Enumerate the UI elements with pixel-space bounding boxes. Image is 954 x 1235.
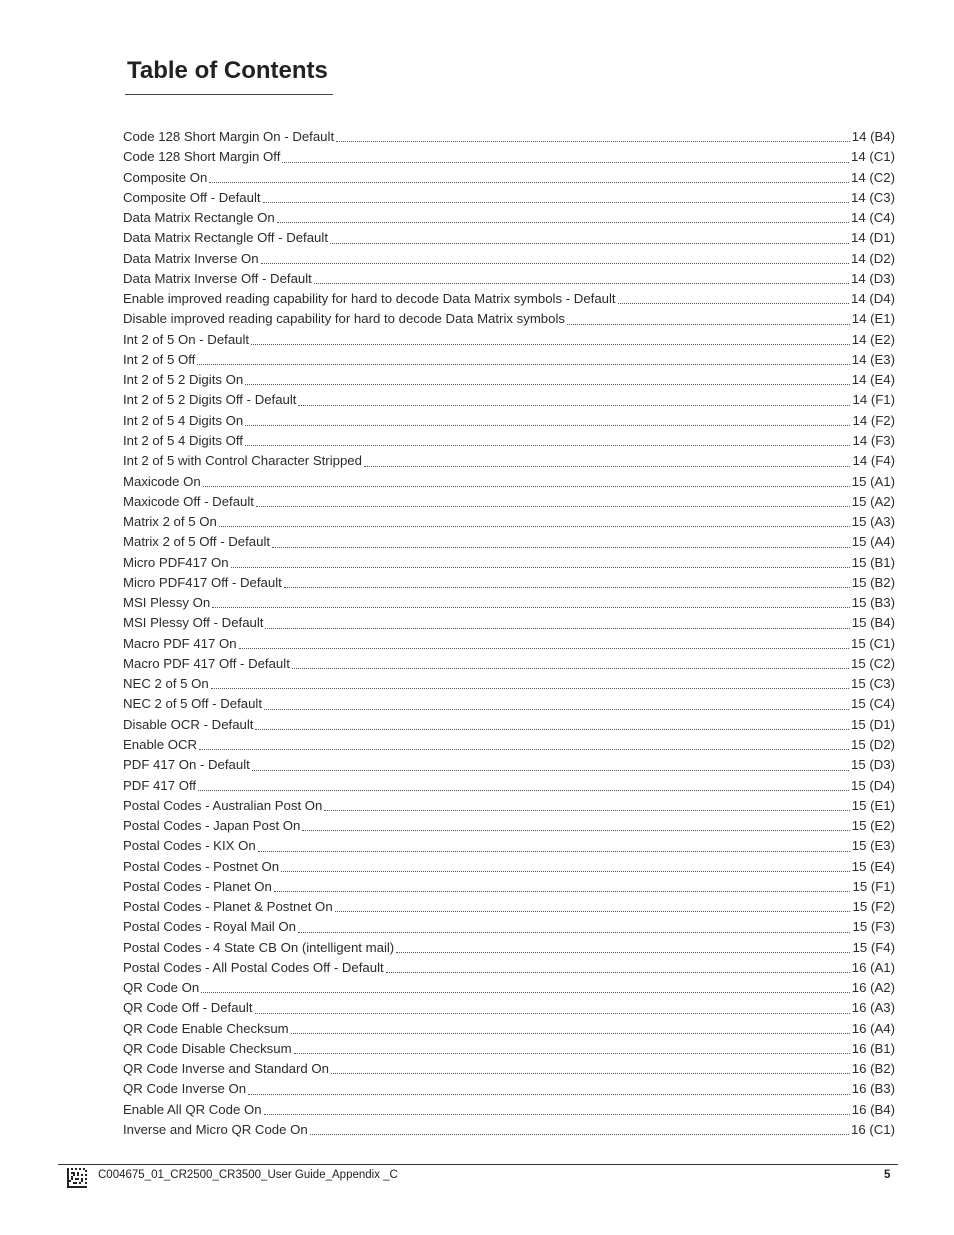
toc-dot-leader (364, 465, 851, 467)
toc-entry[interactable] (123, 836, 895, 856)
toc-entry-label: Postal Codes - Royal Mail On (123, 919, 296, 935)
toc-entry[interactable] (123, 1100, 895, 1120)
toc-entry[interactable] (123, 1019, 895, 1039)
toc-entry-label: MSI Plessy Off - Default (123, 615, 264, 631)
toc-entry-label: Matrix 2 of 5 Off - Default (123, 534, 271, 550)
toc-entry-label: Postal Codes - Japan Post On (123, 818, 301, 834)
toc-dot-leader (272, 546, 850, 548)
toc-entry[interactable] (123, 208, 895, 228)
toc-entry-label: PDF 417 On - Default (123, 757, 250, 773)
toc-entry[interactable] (123, 492, 895, 512)
toc-dot-leader (284, 586, 850, 588)
toc-entry[interactable] (123, 674, 895, 694)
toc-dot-leader (251, 343, 850, 345)
toc-entry[interactable] (123, 755, 895, 775)
toc-entry-label: Code 128 Short Margin Off (123, 149, 281, 165)
toc-dot-leader (252, 769, 849, 771)
toc-entry-page: 15 (C2) (851, 655, 895, 671)
toc-entry[interactable] (123, 958, 895, 978)
toc-entry-label: Code 128 Short Margin On - Default (123, 129, 335, 144)
toc-entry[interactable] (123, 877, 895, 897)
toc-dot-leader (209, 181, 849, 183)
toc-dot-leader (197, 363, 849, 365)
toc-dot-leader (274, 890, 851, 892)
toc-dot-leader (264, 708, 849, 710)
toc-entry-page: 15 (C3) (851, 676, 895, 692)
toc-entry-page: 14 (F4) (852, 453, 895, 469)
toc-dot-leader (298, 931, 851, 933)
toc-entry-label: Postal Codes - 4 State CB On (intelligent mail) (123, 939, 395, 955)
toc-entry-label: Data Matrix Inverse Off - Default (123, 270, 312, 286)
toc-entry[interactable] (123, 1059, 895, 1079)
toc-dot-leader (396, 951, 850, 953)
toc-entry-page: 14 (F2) (852, 412, 895, 428)
toc-entry-page: 14 (C4) (851, 210, 895, 226)
toc-entry[interactable] (123, 127, 895, 147)
toc-entry-page: 15 (B3) (851, 595, 895, 611)
toc-entry-page: 14 (E2) (851, 331, 895, 347)
toc-entry-page: 15 (D2) (851, 736, 895, 752)
toc-entry-label: Micro PDF417 On (123, 554, 229, 570)
toc-entry-label: Postal Codes - Planet On (123, 878, 272, 894)
toc-dot-leader (282, 161, 849, 163)
toc-dot-leader (310, 1133, 849, 1135)
toc-entry-page: 16 (A1) (851, 959, 895, 975)
toc-entry-page: 16 (B4) (851, 1101, 895, 1117)
toc-entry[interactable] (123, 370, 895, 390)
toc-entry[interactable] (123, 593, 895, 613)
toc-entry-label: QR Code On (123, 980, 200, 996)
toc-entry-page: 14 (E4) (851, 372, 895, 388)
toc-entry-label: Postal Codes - KIX On (123, 838, 256, 854)
toc-entry-label: Composite On (123, 169, 208, 185)
toc-entry[interactable] (123, 553, 895, 573)
toc-entry[interactable] (123, 512, 895, 532)
toc-entry-label: Enable All QR Code On (123, 1101, 262, 1117)
toc-dot-leader (212, 606, 850, 608)
toc-entry-label: Macro PDF 417 On (123, 635, 237, 651)
toc-entry[interactable] (123, 249, 895, 269)
datamatrix-barcode-icon (67, 1168, 87, 1188)
toc-entry[interactable] (123, 634, 895, 654)
toc-entry[interactable] (123, 978, 895, 998)
toc-entry-page: 15 (A3) (851, 514, 895, 530)
toc-entry-label: Inverse and Micro QR Code On (123, 1122, 308, 1138)
toc-dot-leader (302, 829, 849, 831)
toc-entry-label: QR Code Inverse and Standard On (123, 1061, 329, 1077)
toc-entry-page: 16 (C1) (851, 1122, 895, 1138)
toc-entry[interactable] (123, 613, 895, 633)
toc-entry-page: 14 (C2) (851, 169, 895, 185)
toc-entry[interactable] (123, 917, 895, 937)
toc-entry-label: NEC 2 of 5 On (123, 676, 209, 692)
page-title: Table of Contents (127, 57, 328, 84)
toc-dot-leader (201, 991, 850, 993)
toc-entry[interactable] (123, 147, 895, 167)
toc-entry-page: 16 (A4) (851, 1020, 895, 1036)
toc-entry-label: Composite Off - Default (123, 189, 261, 205)
toc-entry-page: 14 (D1) (851, 230, 895, 246)
toc-entry-page: 15 (E2) (851, 818, 895, 834)
toc-entry-label: Enable OCR (123, 736, 198, 752)
toc-entry-label: Int 2 of 5 Off (123, 351, 196, 367)
toc-entry[interactable] (123, 573, 895, 593)
toc-entry-page: 15 (D1) (851, 716, 895, 732)
toc-entry-label: Int 2 of 5 2 Digits Off - Default (123, 392, 297, 408)
toc-entry-page: 14 (E3) (851, 351, 895, 367)
toc-entry[interactable] (123, 998, 895, 1018)
toc-entry-page: 15 (E1) (851, 797, 895, 813)
toc-dot-leader (292, 667, 849, 669)
toc-entry-label: Maxicode Off - Default (123, 493, 254, 509)
toc-entry[interactable] (123, 411, 895, 431)
toc-entry[interactable] (123, 735, 895, 755)
toc-entry[interactable] (123, 289, 895, 309)
toc-entry-label: QR Code Disable Checksum (123, 1040, 292, 1056)
toc-dot-leader (211, 687, 849, 689)
page-number: 5 (884, 1169, 891, 1181)
toc-entry-page: 16 (B3) (851, 1081, 895, 1097)
toc-entry[interactable] (123, 390, 895, 410)
toc-entry-label: PDF 417 Off (123, 777, 197, 793)
toc-entry-page: 14 (C3) (851, 189, 895, 205)
toc-entry[interactable] (123, 776, 895, 796)
toc-entry[interactable] (123, 451, 895, 471)
toc-dot-leader (199, 748, 849, 750)
toc-dot-leader (281, 870, 850, 872)
toc-entry[interactable] (123, 654, 895, 674)
toc-entry-label: Maxicode On (123, 473, 201, 489)
toc-dot-leader (258, 850, 850, 852)
toc-entry-page: 16 (B1) (851, 1040, 895, 1056)
toc-entry-page: 15 (F1) (852, 878, 895, 894)
toc-entry-page: 14 (F1) (852, 392, 895, 408)
toc-dot-leader (239, 647, 849, 649)
toc-entry-page: 16 (B2) (851, 1061, 895, 1077)
toc-entry-page: 14 (D4) (851, 291, 895, 307)
toc-entry-page: 14 (F3) (852, 432, 895, 448)
toc-entry[interactable] (123, 897, 895, 917)
toc-entry-page: 14 (C1) (851, 149, 895, 165)
toc-entry-page: 16 (A3) (851, 1000, 895, 1016)
toc-entry-page: 15 (E4) (851, 858, 895, 874)
toc-dot-leader (198, 789, 849, 791)
toc-entry-label: Data Matrix Inverse On (123, 250, 259, 266)
toc-entry-page: 15 (F3) (852, 919, 895, 935)
toc-dot-leader (277, 221, 849, 223)
footer-divider (58, 1164, 898, 1165)
title-underline (125, 94, 333, 95)
toc-dot-leader (231, 566, 850, 568)
toc-entry-label: Int 2 of 5 4 Digits On (123, 412, 244, 428)
toc-entry[interactable] (123, 309, 895, 329)
toc-entry[interactable] (123, 228, 895, 248)
toc-entry-page: 15 (A4) (851, 534, 895, 550)
toc-entry-page: 15 (F2) (852, 899, 895, 915)
toc-dot-leader (336, 140, 850, 142)
toc-entry-label: Int 2 of 5 On - Default (123, 331, 250, 347)
toc-entry[interactable] (123, 472, 895, 492)
toc-dot-leader (314, 282, 849, 284)
toc-entry-page: 15 (E3) (851, 838, 895, 854)
toc-dot-leader (245, 444, 851, 446)
toc-entry-page: 14 (D2) (851, 250, 895, 266)
toc-dot-leader (294, 1052, 850, 1054)
toc-dot-leader (324, 809, 849, 811)
toc-entry[interactable] (123, 715, 895, 735)
toc-entry-label: Int 2 of 5 with Control Character Stripped (123, 453, 362, 469)
toc-dot-leader (618, 302, 849, 304)
toc-entry-page: 14 (E1) (851, 311, 895, 327)
toc-entry-label: Micro PDF417 Off - Default (123, 574, 282, 590)
toc-entry-label: Disable improved reading capability for hard to decode Data Matrix symbols (123, 311, 565, 327)
toc-entry[interactable] (123, 1079, 895, 1099)
toc-entry[interactable] (123, 330, 895, 350)
toc-entry-label: Matrix 2 of 5 On (123, 514, 217, 530)
toc-dot-leader (219, 525, 850, 527)
toc-entry[interactable] (123, 1120, 895, 1140)
toc-entry-label: Int 2 of 5 2 Digits On (123, 372, 244, 388)
toc-entry-label: Int 2 of 5 4 Digits Off (123, 432, 243, 448)
toc-entry-page: 15 (B4) (851, 615, 895, 631)
toc-entry-label: Macro PDF 417 Off - Default (123, 655, 290, 671)
toc-entry[interactable] (123, 857, 895, 877)
toc-dot-leader (245, 383, 850, 385)
toc-entry-page: 15 (A1) (851, 473, 895, 489)
toc-entry[interactable] (123, 532, 895, 552)
toc-entry-label: Postal Codes - All Postal Codes Off - Default (123, 959, 384, 975)
toc-entry[interactable] (123, 350, 895, 370)
toc-entry-page: 14 (B4) (851, 129, 895, 144)
toc-entry-label: Disable OCR - Default (123, 716, 254, 732)
toc-dot-leader (203, 485, 850, 487)
toc-entry[interactable] (123, 1039, 895, 1059)
toc-dot-leader (291, 1032, 850, 1034)
toc-entry[interactable] (123, 694, 895, 714)
toc-entry-label: Postal Codes - Postnet On (123, 858, 280, 874)
toc-entry-page: 15 (F4) (852, 939, 895, 955)
toc-entry[interactable] (123, 269, 895, 289)
toc-entry-label: Postal Codes - Planet & Postnet On (123, 899, 333, 915)
toc-entry-page: 15 (B1) (851, 554, 895, 570)
toc-entry-page: 16 (A2) (851, 980, 895, 996)
toc-dot-leader (261, 262, 849, 264)
toc-dot-leader (255, 728, 849, 730)
toc-entry[interactable] (123, 938, 895, 958)
toc-entry-page: 14 (D3) (851, 270, 895, 286)
toc-entry[interactable] (123, 816, 895, 836)
toc-dot-leader (331, 1072, 850, 1074)
toc-dot-leader (298, 404, 850, 406)
toc-entry[interactable] (123, 188, 895, 208)
toc-entry-label: Data Matrix Rectangle Off - Default (123, 230, 328, 246)
toc-entry-label: QR Code Enable Checksum (123, 1020, 289, 1036)
toc-dot-leader (567, 323, 850, 325)
toc-entry-label: MSI Plessy On (123, 595, 211, 611)
toc-dot-leader (386, 971, 850, 973)
toc-dot-leader (245, 424, 850, 426)
toc-dot-leader (264, 1113, 850, 1115)
toc-entry[interactable] (123, 796, 895, 816)
footer-document-id: C004675_01_CR2500_CR3500_User Guide_Appendix _C (98, 1169, 398, 1181)
toc-entry-label: Data Matrix Rectangle On (123, 210, 275, 226)
toc-entry-page: 15 (A2) (851, 493, 895, 509)
toc-entry-page: 15 (D3) (851, 757, 895, 773)
toc-entry-label: QR Code Off - Default (123, 1000, 253, 1016)
toc-entry-page: 15 (D4) (851, 777, 895, 793)
toc-dot-leader (330, 242, 849, 244)
toc-entry-page: 15 (C4) (851, 696, 895, 712)
toc-dot-leader (265, 627, 849, 629)
toc-dot-leader (263, 201, 849, 203)
toc-entry-label: Enable improved reading capability for hard to decode Data Matrix symbols - Default (123, 291, 616, 307)
toc-dot-leader (255, 1012, 850, 1014)
toc-entry[interactable] (123, 431, 895, 451)
toc-dot-leader (256, 505, 850, 507)
toc-entry-page: 15 (C1) (851, 635, 895, 651)
toc-entry-label: Postal Codes - Australian Post On (123, 797, 323, 813)
toc-dot-leader (248, 1093, 850, 1095)
toc-list (123, 127, 895, 1140)
toc-entry-page: 15 (B2) (851, 574, 895, 590)
toc-entry[interactable] (123, 168, 895, 188)
toc-dot-leader (335, 910, 851, 912)
toc-entry-label: NEC 2 of 5 Off - Default (123, 696, 263, 712)
toc-entry-label: QR Code Inverse On (123, 1081, 247, 1097)
